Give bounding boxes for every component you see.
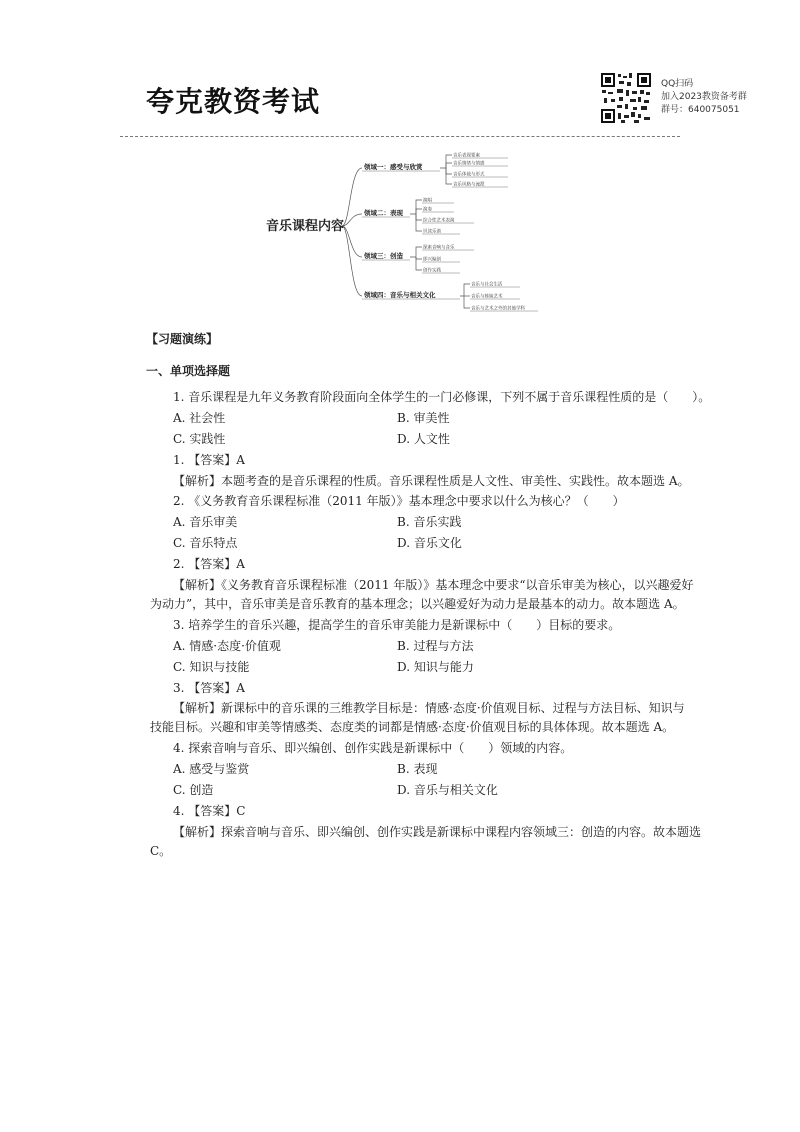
question-option: C. 创造 [173,783,214,797]
question-analysis: 【解析】本题考查的是音乐课程的性质。音乐课程性质是人文性、审美性、实践性。故本题选 A。 [173,474,690,488]
practice-title: 【习题演练】 [146,332,219,346]
question-option: A. 感受与鉴赏 [173,762,250,776]
subsection-title: 一、单项选择题 [146,364,231,378]
question-option: A. 音乐审美 [173,515,238,529]
question-option: D. 音乐与相关文化 [397,783,498,797]
question-option: A. 社会性 [173,411,226,425]
brand-title: 夸克教资考试 [146,85,321,118]
mindmap-branch: 领域一：感受与欣赏 [364,163,423,171]
question-stem: 2. 《义务教育音乐课程标准（2011 年版）》基本理念中要求以什么为核心？（ ） [173,494,625,508]
mindmap-leaf: 演唱 [423,198,432,204]
question-answer: 4. 【答案】C [173,804,246,818]
question-option: A. 情感·态度·价值观 [173,639,281,653]
qr-note-line: QQ扫码 [661,79,694,89]
question-option: B. 过程与方法 [397,639,474,653]
mindmap-root: 音乐课程内容 [266,219,345,234]
mindmap-leaf: 综合性艺术表演 [423,218,455,224]
question-analysis: 为动力”，其中，音乐审美是音乐教育的基本理念；以兴趣爱好为动力是最基本的动力。故本题选 A。 [150,597,685,611]
question-stem: 1. 音乐课程是九年义务教育阶段面向全体学生的一门必修课，下列不属于音乐课程性质的是（ ）。 [173,390,711,404]
question-stem: 3. 培养学生的音乐兴趣，提高学生的音乐审美能力是新课标中（ ）目标的要求。 [173,618,621,632]
mindmap-leaf: 探索音响与音乐 [423,245,455,251]
question-option: D. 知识与能力 [397,660,474,674]
question-analysis: 【解析】新课标中的音乐课的三维教学目标是：情感·态度·价值观目标、过程与方法目标、知识与 [173,701,685,715]
question-analysis: C。 [150,844,172,858]
qr-note-line: 加入2023教资备考群 [661,92,747,102]
question-answer: 1. 【答案】A [173,453,245,467]
question-analysis: 技能目标。兴趣和审美等情感类、态度类的词都是情感·态度·价值观目标的具体体现。故本题选 A。 [150,720,675,734]
question-answer: 2. 【答案】A [173,557,245,571]
question-answer: 3. 【答案】A [173,681,245,695]
question-analysis: 【解析】探索音响与音乐、即兴编创、创作实践是新课标中课程内容领域三：创造的内容。故本题选 [173,825,702,839]
question-option: C. 知识与技能 [173,660,250,674]
question-option: C. 实践性 [173,432,226,446]
mindmap-leaf: 音乐风格与流派 [453,182,485,188]
mindmap-leaf: 识读乐谱 [423,229,441,235]
question-option: D. 人文性 [397,432,450,446]
mindmap-branch: 领域二：表现 [364,209,403,217]
mindmap-leaf: 演奏 [423,207,432,213]
question-analysis: 【解析】《义务教育音乐课程标准（2011 年版）》基本理念中要求“以音乐审美为核心，以兴趣爱好 [173,578,694,592]
mindmap-leaf: 音乐体裁与形式 [453,172,485,178]
mindmap-leaf: 音乐与艺术之外的其他学科 [471,306,525,312]
question-option: B. 音乐实践 [397,515,462,529]
mindmap-branch: 领域三：创造 [364,252,403,260]
mindmap-leaf: 创作实践 [423,268,441,274]
mindmap-leaf: 音乐与姊妹艺术 [471,294,503,300]
question-option: B. 表现 [397,762,438,776]
question-option: B. 审美性 [397,411,450,425]
mindmap-leaf: 音乐表现要素 [453,153,480,159]
mindmap-branch: 领域四：音乐与相关文化 [364,291,436,299]
qr-note-line: 群号：640075051 [661,105,740,115]
question-option: D. 音乐文化 [397,536,462,550]
question-stem: 4. 探索音响与音乐、即兴编创、创作实践是新课标中（ ）领域的内容。 [173,741,573,755]
mindmap-leaf: 音乐与社会生活 [471,282,503,288]
mindmap-leaf: 音乐情绪与情感 [453,161,485,167]
question-option: C. 音乐特点 [173,536,238,550]
mindmap-leaf: 即兴编创 [423,257,441,263]
